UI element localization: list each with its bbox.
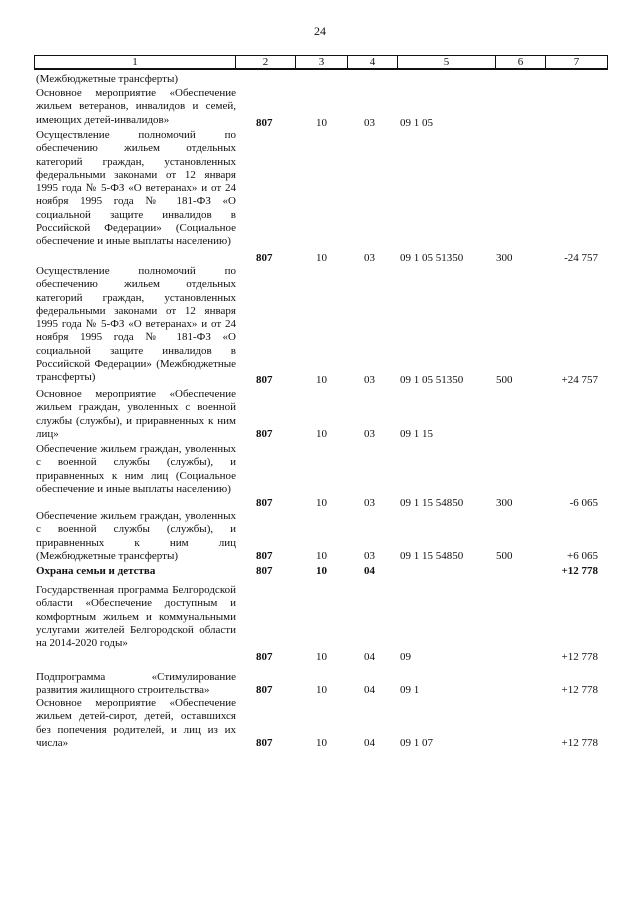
cell-section: 10 <box>316 117 327 129</box>
cell-section: 10 <box>316 684 327 696</box>
cell-code: 807 <box>256 497 273 509</box>
cell-amount: +6 065 <box>567 550 598 562</box>
cell-code: 807 <box>256 550 273 562</box>
cell-code: 807 <box>256 651 273 663</box>
header-col-4: 4 <box>347 56 397 68</box>
cell-subsection: 03 <box>364 428 375 440</box>
header-col-5: 5 <box>397 56 495 68</box>
cell-subsection: 03 <box>364 497 375 509</box>
cell-subsection: 04 <box>364 651 375 663</box>
cell-target-article: 09 1 15 54850 <box>400 497 464 509</box>
cell-target-article: 09 1 05 51350 <box>400 374 464 386</box>
header-col-6: 6 <box>495 56 545 68</box>
cell-section: 10 <box>316 651 327 663</box>
cell-amount: +12 778 <box>561 565 598 577</box>
cell-target-article: 09 1 15 <box>400 428 433 440</box>
row-description: Обеспечение жильем граждан, уволенных с военной службы (службы), и приравненных к ним лиц (Межбюджетные трансферты) <box>36 510 236 562</box>
cell-code: 807 <box>256 428 273 440</box>
cell-code: 807 <box>256 565 273 577</box>
header-col-1: 1 <box>132 56 138 68</box>
cell-code: 807 <box>256 737 273 749</box>
row-description: Осуществление полномочий по обеспечению жильем отдельных категорий граждан, установленных федеральными законами от 12 января 1995 года № 5-ФЗ «О ветеранах» и от 24 ноября 1995 года № 181-ФЗ «О социальной защите инвалидов в Российской Федерации» (Межбюджетные трансферты) <box>36 265 236 384</box>
cell-subsection: 04 <box>364 737 375 749</box>
cell-subsection: 03 <box>364 252 375 264</box>
header-col-7: 7 <box>545 56 607 68</box>
cell-expense-type: 500 <box>496 374 513 386</box>
row-description: Основное мероприятие «Обеспечение жильем ветеранов, инвалидов и семей, имеющих детей-инвалидов» <box>36 87 236 126</box>
cell-target-article: 09 1 05 <box>400 117 433 129</box>
cell-code: 807 <box>256 117 273 129</box>
table-header <box>34 55 608 70</box>
row-description: (Межбюджетные трансферты) <box>36 73 178 85</box>
cell-section: 10 <box>316 737 327 749</box>
cell-section: 10 <box>316 428 327 440</box>
cell-amount: +12 778 <box>561 737 598 749</box>
cell-subsection: 03 <box>364 117 375 129</box>
cell-section: 10 <box>316 252 327 264</box>
cell-amount: +24 757 <box>561 374 598 386</box>
row-description: Государственная программа Белгородской области «Обеспечение доступным и комфортным жильем и коммунальными услугами жителей Белгородской области на 2014-2020 годы» <box>36 584 236 650</box>
cell-section: 10 <box>316 374 327 386</box>
cell-code: 807 <box>256 252 273 264</box>
cell-expense-type: 300 <box>496 252 513 264</box>
cell-subsection: 04 <box>364 565 375 577</box>
cell-subsection: 03 <box>364 374 375 386</box>
row-description: Обеспечение жильем граждан, уволенных с военной службы (службы), и приравненных к ним лиц (Социальное обеспечение и иные выплаты населению) <box>36 443 236 495</box>
cell-code: 807 <box>256 374 273 386</box>
cell-amount: -24 757 <box>564 252 598 264</box>
row-description: Охрана семьи и детства <box>36 565 156 577</box>
row-description: Основное мероприятие «Обеспечение жильем граждан, уволенных с военной службы (службы), и приравненных к ним лиц» <box>36 388 236 440</box>
cell-expense-type: 300 <box>496 497 513 509</box>
cell-section: 10 <box>316 497 327 509</box>
cell-target-article: 09 1 07 <box>400 737 433 749</box>
cell-expense-type: 500 <box>496 550 513 562</box>
cell-subsection: 03 <box>364 550 375 562</box>
row-description: Осуществление полномочий по обеспечению жильем отдельных категорий граждан, установленных федеральными законами от 12 января 1995 года № 5-ФЗ «О ветеранах» и от 24 ноября 1995 года № 181-ФЗ «О социальной защите инвалидов в Российской Федерации» (Социальное обеспечение и иные выплаты населению) <box>36 129 236 248</box>
cell-target-article: 09 1 05 51350 <box>400 252 464 264</box>
cell-target-article: 09 <box>400 651 411 663</box>
header-col-2: 2 <box>235 56 295 68</box>
row-description: Подпрограмма «Стимулирование развития жилищного строительства» <box>36 671 236 697</box>
cell-subsection: 04 <box>364 684 375 696</box>
page-number: 24 <box>314 24 326 38</box>
cell-target-article: 09 1 15 54850 <box>400 550 464 562</box>
cell-amount: +12 778 <box>561 651 598 663</box>
cell-section: 10 <box>316 565 327 577</box>
cell-code: 807 <box>256 684 273 696</box>
cell-amount: +12 778 <box>561 684 598 696</box>
row-description: Основное мероприятие «Обеспечение жильем детей-сирот, детей, оставшихся без попечения родителей, и лиц из их числа» <box>36 697 236 749</box>
header-col-3: 3 <box>295 56 347 68</box>
cell-target-article: 09 1 <box>400 684 420 696</box>
cell-amount: -6 065 <box>569 497 598 509</box>
cell-section: 10 <box>316 550 327 562</box>
